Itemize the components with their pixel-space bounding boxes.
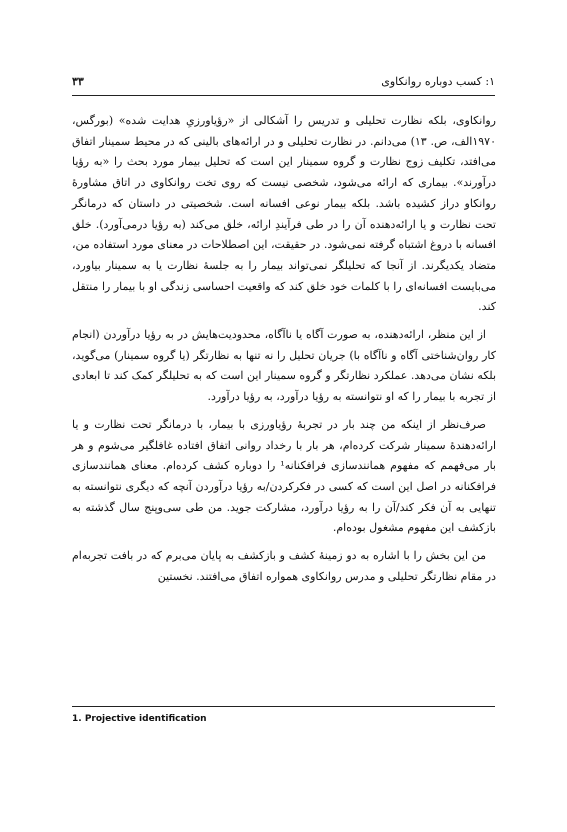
footnote-divider	[72, 706, 495, 707]
header-divider	[72, 95, 495, 96]
paragraph: من این بخش را با اشاره به دو زمینهٔ کشف و بازکشف به پایان می‌برم که در بافت تجربه‌ام در مقام نظارتگر تحلیلی و مدرس روانکاوی همواره اتفاق می‌افتند. نخستین	[72, 549, 496, 583]
paragraph: صرف‌نظر از اینکه من چند بار در تجربهٔ رؤیاورزی با بیمار، با درمانگر تحت نظارت و یا ارائه‌دهندهٔ سمینار شرکت کرده‌ام، هر بار با رخداد روانی اتفاق افتاده غافلگیر می‌شوم و هر بار می‌فهمم که مفهوم همانندسازی فرافکنانه¹ را دوباره کشف کرده‌ام. معنای همانندسازی فرافکنانه در اصل این است که کسی در فکرکردن/به رؤیا درآوردن آنچه که دیگری نتوانسته به تنهایی به آن فکر کند/آن را به رؤیا درآورد، مشارکت جوید. من طی سی‌وپنج سال گذشته به بازکشف این مفهوم مشغول بوده‌ام.	[72, 417, 496, 535]
body-text	[72, 111, 496, 594]
chapter-title: ۱: کسب دوباره روانکاوی	[381, 74, 495, 88]
footnote: 1. Projective identification	[72, 714, 207, 724]
page-number: ۳۳	[72, 74, 84, 88]
paragraph: از این منظر، ارائه‌دهنده، به صورت آگاه یا ناآگاه، محدودیت‌هایش در به رؤیا درآوردن (انجام کار روان‌شناختی آگاه و ناآگاه با) جریان تحلیل را نه تنها به نظارتگر (یا گروه سمینار) می‌گوید، بلکه نشان می‌دهد. عملکرد نظارتگر و گروه سمینار این است که به تحلیلگر کمک کند تا ابعادی از تجربه با بیمار را که او نتوانسته به رؤیا درآورد، به رؤیا درآورد.	[72, 328, 496, 404]
paragraph: روانکاوی، بلکه نظارت تحلیلی و تدریس را آشکالی از «رؤیاورزیِ هدایت شده» (بورگس، ۱۹۷۰الف، ص. ۱۳) می‌دانم. در نظارت تحلیلی و در ارائه‌های بالینی که در محیط سمینار اتفاق می‌افتد، تکلیف زوج نظارت و گروه سمینار این است که تحلیل بیمار مورد بحث را «به رؤیا درآورند». بیماری که ارائه می‌شود، شخصی نیست که روی تخت روانکاوی در اتاق مشاورهٔ روانکاو دراز کشیده باشد. بلکه بیمار نوعی افسانه است. شخصیتی در داستان که درمانگر تحت نظارت و یا ارائه‌دهنده آن را در طی فرآیندِ ارائه، خلق می‌کند (به رؤیا درمی‌آورد). خلق افسانه با دروغ اشتباه گرفته نمی‌شود. در حقیقت، این اصطلاحات در معنای مورد استفاده من، متضاد یکدیگرند. از آنجا که تحلیلگر نمی‌تواند بیمار را به جلسهٔ نظارت یا به سمینار بیاورد، می‌بایست افسانه‌ای را با کلمات خود خلق کند که واقعیت احساسی زندگی او با بیمار را منتقل کند.	[72, 114, 496, 314]
running-header	[72, 70, 495, 92]
